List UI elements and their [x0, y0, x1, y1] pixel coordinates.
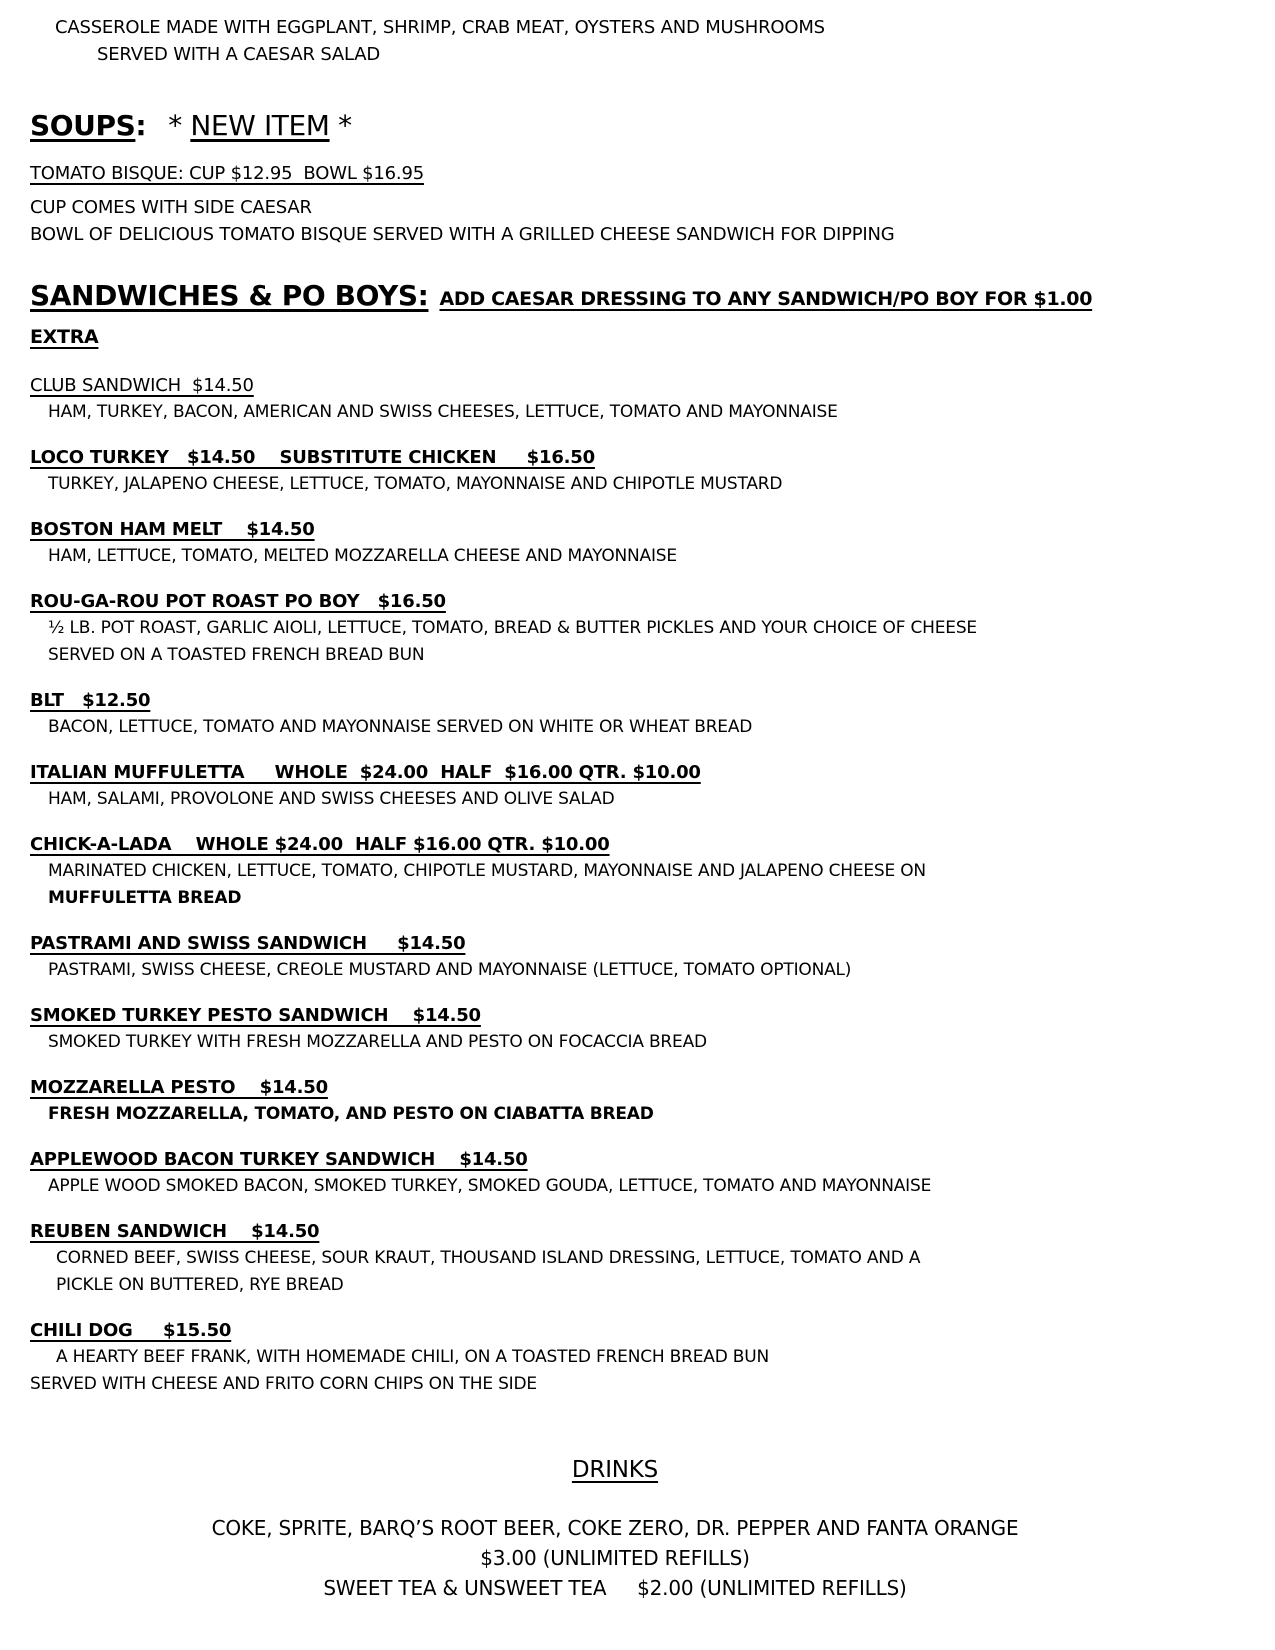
menu-item-italian-muffuletta	[30, 759, 1245, 813]
drinks-title: DRINKS	[571, 1457, 659, 1483]
intro-line: CASSEROLE MADE WITH EGGPLANT, SHRIMP, CRAB MEAT, OYSTERS AND MUSHROOMS	[55, 17, 825, 38]
item-name: CHILI DOG $15.50	[30, 1320, 232, 1341]
item-desc: ½ LB. POT ROAST, GARLIC AIOLI, LETTUCE, TOMATO, BREAD & BUTTER PICKLES AND YOUR CHOICE OF CHEESE	[48, 618, 977, 638]
item-desc: HAM, SALAMI, PROVOLONE AND SWISS CHEESES AND OLIVE SALAD	[48, 789, 615, 809]
menu-item-blt	[30, 687, 1245, 741]
item-name: CLUB SANDWICH $14.50	[30, 375, 254, 396]
item-desc: CORNED BEEF, SWISS CHEESE, SOUR KRAUT, THOUSAND ISLAND DRESSING, LETTUCE, TOMATO AND A	[56, 1248, 921, 1268]
sandwiches-note-extra: EXTRA	[30, 326, 99, 348]
item-desc: PASTRAMI, SWISS CHEESE, CREOLE MUSTARD AND MAYONNAISE (LETTUCE, TOMATO OPTIONAL)	[48, 960, 852, 980]
sandwiches-title: SANDWICHES & PO BOYS:	[30, 279, 429, 312]
item-name: APPLEWOOD BACON TURKEY SANDWICH $14.50	[30, 1149, 528, 1170]
item-desc: MARINATED CHICKEN, LETTUCE, TOMATO, CHIPOTLE MUSTARD, MAYONNAISE AND JALAPENO CHEESE ON	[48, 861, 926, 881]
soups-title-colon: :	[135, 109, 147, 142]
drinks-tea-line: SWEET TEA & UNSWEET TEA $2.00 (UNLIMITED REFILLS)	[323, 1576, 907, 1600]
menu-item-smoked-turkey-pesto	[30, 1002, 1245, 1056]
soups-title: SOUPS	[30, 109, 136, 142]
item-name: ROU-GA-ROU POT ROAST PO BOY $16.50	[30, 591, 446, 612]
item-name: REUBEN SANDWICH $14.50	[30, 1221, 320, 1242]
menu-item-applewood-bacon-turkey	[30, 1146, 1245, 1200]
item-desc: APPLE WOOD SMOKED BACON, SMOKED TURKEY, SMOKED GOUDA, LETTUCE, TOMATO AND MAYONNAISE	[48, 1176, 932, 1196]
item-desc: MUFFULETTA BREAD	[48, 888, 242, 908]
sandwiches-heading	[30, 276, 1245, 320]
item-name: LOCO TURKEY $14.50 SUBSTITUTE CHICKEN $16.50	[30, 447, 595, 468]
item-desc: TURKEY, JALAPENO CHEESE, LETTUCE, TOMATO, MAYONNAISE AND CHIPOTLE MUSTARD	[48, 474, 783, 494]
item-name: ITALIAN MUFFULETTA WHOLE $24.00 HALF $16.00 QTR. $10.00	[30, 762, 701, 783]
soups-heading	[30, 106, 1245, 150]
item-desc: SERVED ON A TOASTED FRENCH BREAD BUN	[48, 645, 425, 665]
item-name: CHICK-A-LADA WHOLE $24.00 HALF $16.00 QTR. $10.00	[30, 834, 610, 855]
menu-item-rou-ga-rou-pot-roast	[30, 588, 1245, 669]
menu-item-club-sandwich	[30, 372, 1245, 426]
item-desc: HAM, LETTUCE, TOMATO, MELTED MOZZARELLA CHEESE AND MAYONNAISE	[48, 546, 677, 566]
item-desc: FRESH MOZZARELLA, TOMATO, AND PESTO ON CIABATTA BREAD	[48, 1104, 654, 1124]
new-item-asterisk-open: *	[168, 109, 191, 142]
new-item-label: NEW ITEM	[190, 109, 330, 142]
menu-item-reuben-sandwich	[30, 1218, 1245, 1299]
drinks-sodas-line: COKE, SPRITE, BARQ’S ROOT BEER, COKE ZERO, DR. PEPPER AND FANTA ORANGE	[211, 1516, 1019, 1540]
new-item-asterisk-close: *	[329, 109, 352, 142]
intro-line: SERVED WITH A CAESAR SALAD	[97, 44, 381, 65]
sandwiches-note: ADD CAESAR DRESSING TO ANY SANDWICH/PO BOY FOR $1.00	[439, 288, 1093, 310]
item-desc: HAM, TURKEY, BACON, AMERICAN AND SWISS CHEESES, LETTUCE, TOMATO AND MAYONNAISE	[48, 402, 838, 422]
drinks-section	[30, 1453, 1245, 1603]
soup-item-tomato-bisque: TOMATO BISQUE: CUP $12.95 BOWL $16.95	[30, 163, 424, 184]
item-desc: A HEARTY BEEF FRANK, WITH HOMEMADE CHILI, ON A TOASTED FRENCH BREAD BUN	[56, 1347, 770, 1367]
item-desc: PICKLE ON BUTTERED, RYE BREAD	[56, 1275, 344, 1295]
item-desc: SMOKED TURKEY WITH FRESH MOZZARELLA AND PESTO ON FOCACCIA BREAD	[48, 1032, 707, 1052]
soup-note: CUP COMES WITH SIDE CAESAR	[30, 197, 312, 218]
item-name: SMOKED TURKEY PESTO SANDWICH $14.50	[30, 1005, 481, 1026]
menu-item-mozzarella-pesto	[30, 1074, 1245, 1128]
item-name: BLT $12.50	[30, 690, 151, 711]
item-desc: BACON, LETTUCE, TOMATO AND MAYONNAISE SERVED ON WHITE OR WHEAT BREAD	[48, 717, 753, 737]
menu-item-pastrami-and-swiss	[30, 930, 1245, 984]
menu-item-chick-a-lada	[30, 831, 1245, 912]
soup-note: BOWL OF DELICIOUS TOMATO BISQUE SERVED WITH A GRILLED CHEESE SANDWICH FOR DIPPING	[30, 224, 895, 245]
menu-item-boston-ham-melt	[30, 516, 1245, 570]
menu-item-chili-dog	[30, 1317, 1245, 1398]
item-name: MOZZARELLA PESTO $14.50	[30, 1077, 328, 1098]
menu-item-loco-turkey	[30, 444, 1245, 498]
item-name: BOSTON HAM MELT $14.50	[30, 519, 315, 540]
item-name: PASTRAMI AND SWISS SANDWICH $14.50	[30, 933, 466, 954]
item-desc: SERVED WITH CHEESE AND FRITO CORN CHIPS ON THE SIDE	[30, 1374, 537, 1394]
drinks-soda-price-line: $3.00 (UNLIMITED REFILLS)	[480, 1546, 750, 1570]
